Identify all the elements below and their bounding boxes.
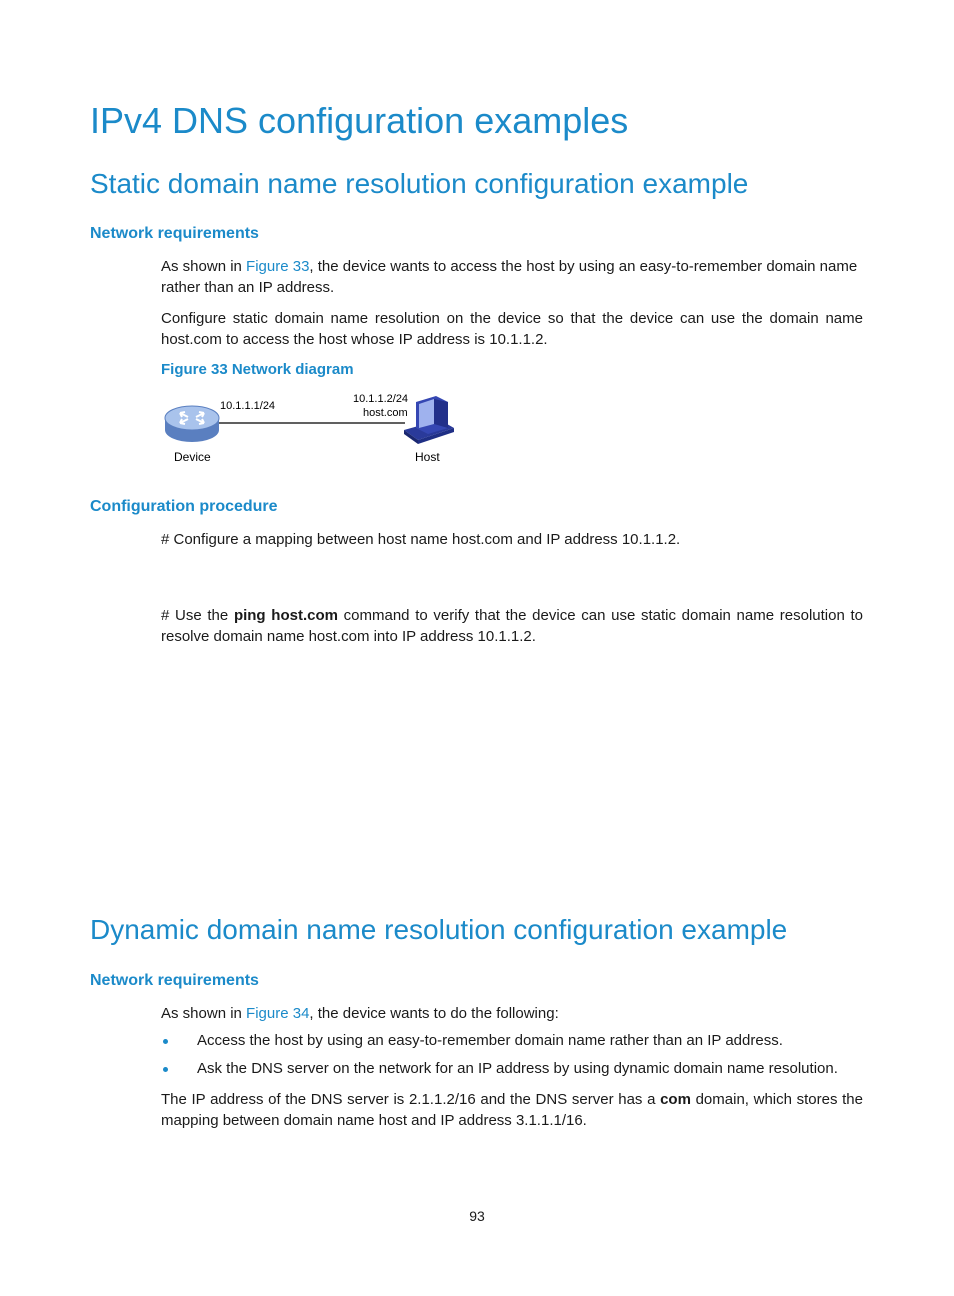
bullet-icon <box>163 1039 168 1044</box>
figure-34-link[interactable]: Figure 34 <box>246 1005 310 1022</box>
paragraph-text: , the device wants to access the host by using an easy-to-remember domain name rather than an IP address. <box>161 258 858 296</box>
device-label: Device <box>174 450 211 464</box>
paragraph-text: The IP address of the DNS server is 2.1.1.2/16 and the DNS server has a <box>161 1091 661 1108</box>
paragraph-text: command to verify that the device can use static domain name resolution to resolve domain name host.com into IP address 10.1.1.2. <box>161 607 864 645</box>
bullet-icon <box>163 1067 168 1072</box>
figure-33-link[interactable]: Figure 33 <box>246 258 310 275</box>
paragraph-text: # Use the <box>161 607 234 624</box>
figure-33-caption: Figure 33 Network diagram <box>161 361 354 378</box>
configuration-procedure-heading: Configuration procedure <box>90 498 278 515</box>
dynamic-network-requirements-heading: Network requirements <box>90 972 259 989</box>
config-step-2 <box>161 605 863 647</box>
ping-command: ping host.com <box>233 607 338 624</box>
device-ip-label: 10.1.1.1/24 <box>220 400 276 412</box>
static-requirements-paragraph-2: Configure static domain name resolution on the device so that the device can use the domain name host.com to access the host whose IP address is 10.1.1.2. <box>161 310 863 348</box>
config-step-1: # Configure a mapping between host name host.com and IP address 10.1.1.2. <box>161 531 681 548</box>
paragraph-text: As shown in <box>161 258 247 275</box>
static-network-requirements-heading: Network requirements <box>90 225 259 242</box>
static-section-heading: Static domain name resolution configuration example <box>90 168 749 199</box>
paragraph-text: domain, which stores the mapping between domain name host and IP address 3.1.1.1/16. <box>161 1091 863 1129</box>
dns-server-paragraph <box>161 1089 863 1131</box>
com-domain: com <box>660 1091 691 1108</box>
host-computer-icon <box>404 396 454 444</box>
page-number: 93 <box>469 1208 485 1224</box>
page-title: IPv4 DNS configuration examples <box>90 100 629 141</box>
static-requirements-paragraph-1 <box>161 256 863 298</box>
host-ip-label: 10.1.1.2/24 <box>353 393 409 405</box>
host-name-label: host.com <box>363 407 408 419</box>
router-icon <box>165 406 219 442</box>
dynamic-requirements-intro <box>161 1003 863 1024</box>
host-label: Host <box>415 450 440 464</box>
bullet-item: Ask the DNS server on the network for an IP address by using dynamic domain name resolution. <box>197 1060 838 1077</box>
bullet-item: Access the host by using an easy-to-remember domain name rather than an IP address. <box>197 1032 783 1049</box>
network-diagram <box>160 388 470 468</box>
paragraph-text: As shown in <box>161 1005 247 1022</box>
dynamic-section-heading: Dynamic domain name resolution configuration example <box>90 914 788 945</box>
paragraph-text: , the device wants to do the following: <box>309 1005 559 1022</box>
